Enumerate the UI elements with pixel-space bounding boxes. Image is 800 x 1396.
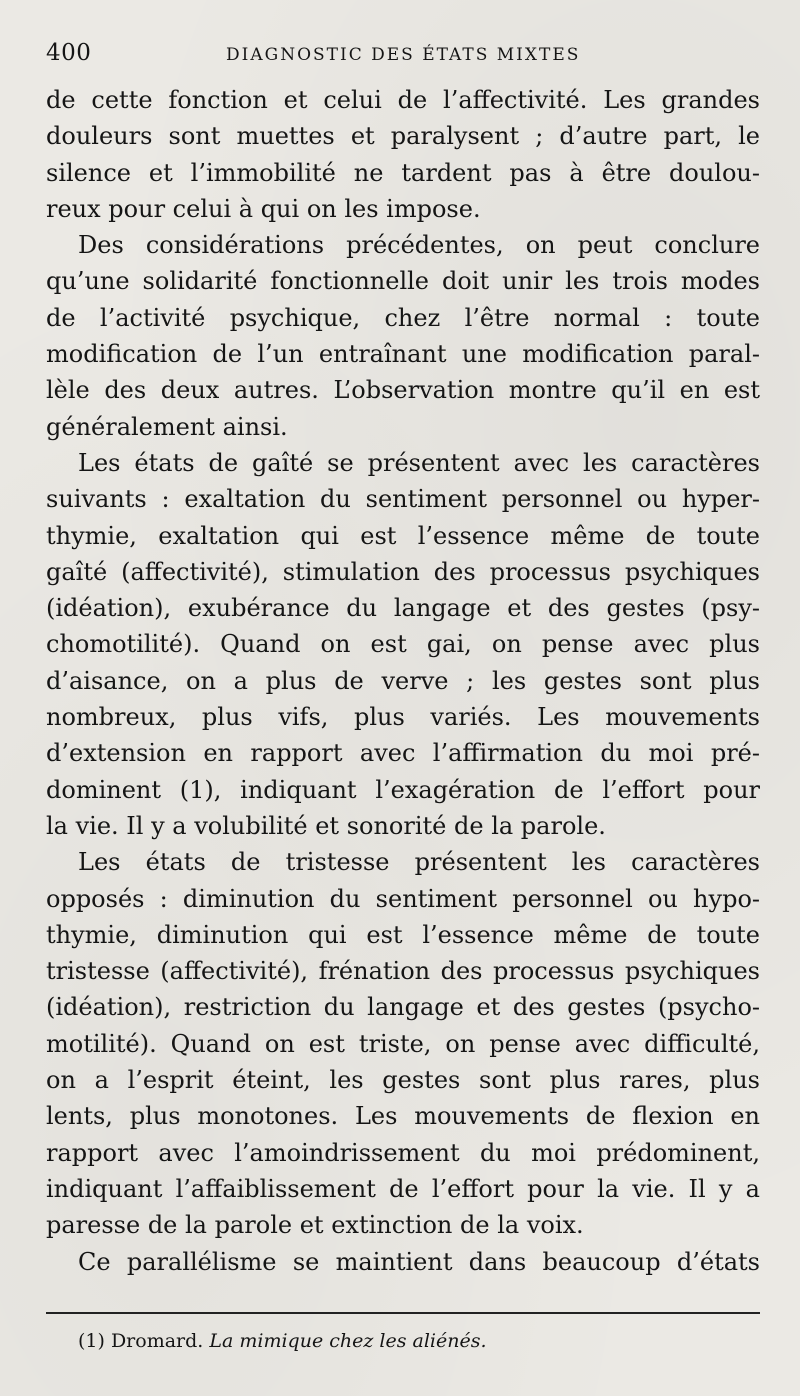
text-line: rapport avec l’amoindrissement du moi prédominent, (46, 1138, 760, 1167)
text-line: on a l’esprit éteint, les gestes sont plus rares, plus (46, 1066, 760, 1095)
text-line: (idéation), exubérance du langage et des gestes (psy- (46, 594, 760, 623)
text-line: modification de l’un entraînant une modification paral- (46, 340, 760, 369)
page-number: 400 (46, 40, 92, 66)
text-line: opposés : diminution du sentiment personnel ou hypo- (46, 884, 760, 913)
text-line: d’aisance, on a plus de verve ; les gestes sont plus (46, 666, 760, 695)
text-line: généralement ainsi. (46, 412, 288, 441)
text-line: paresse de la parole et extinction de la voix. (46, 1211, 584, 1240)
text-line: thymie, exaltation qui est l’essence même de toute (46, 521, 760, 550)
footnote (78, 1330, 758, 1352)
text-line: qu’une solidarité fonctionnelle doit unir les trois modes (46, 267, 760, 296)
text-line: (idéation), restriction du langage et des gestes (psycho- (46, 993, 760, 1022)
text-line: la vie. Il y a volubilité et sonorité de la parole. (46, 811, 606, 840)
text-line: reux pour celui à qui on les impose. (46, 194, 481, 223)
text-line: gaîté (affectivité), stimulation des processus psychiques (46, 557, 760, 586)
text-line: douleurs sont muettes et paralysent ; d’autre part, le (46, 122, 760, 151)
text-line: lèle des deux autres. L’observation montre qu’il en est (46, 376, 760, 405)
text-line: thymie, diminution qui est l’essence même de toute (46, 920, 760, 949)
text-line: tristesse (affectivité), frénation des processus psychiques (46, 957, 760, 986)
text-line: Des considérations précédentes, on peut conclure (78, 231, 760, 260)
text-line: Les états de tristesse présentent les caractères (78, 848, 760, 877)
text-line: suivants : exaltation du sentiment personnel ou hyper- (46, 485, 760, 514)
footnote-rule (46, 1312, 760, 1314)
body-text (46, 82, 760, 1280)
text-line: nombreux, plus vifs, plus variés. Les mouvements (46, 703, 760, 732)
text-line: d’extension en rapport avec l’affirmation du moi pré- (46, 739, 760, 768)
text-line: chomotilité). Quand on est gai, on pense avec plus (46, 630, 760, 659)
text-line: motilité). Quand on est triste, on pense avec difficulté, (46, 1029, 760, 1058)
text-line: de cette fonction et celui de l’affectivité. Les grandes (46, 86, 760, 114)
text-line: de l’activité psychique, chez l’être normal : toute (46, 303, 760, 332)
text-line: silence et l’immobilité ne tardent pas à être doulou- (46, 158, 760, 187)
page-header (46, 40, 760, 76)
text-line: Ce parallélisme se maintient dans beaucoup d’états (78, 1247, 760, 1276)
text-line: dominent (1), indiquant l’exagération de l’effort pour (46, 775, 760, 804)
footnote-title: La mimique chez les aliénés. (209, 1330, 487, 1352)
text-line: Les états de gaîté se présentent avec les caractères (78, 448, 760, 477)
running-head: DIAGNOSTIC DES ÉTATS MIXTES (226, 45, 581, 65)
footnote-reference: (1) Dromard. (78, 1330, 204, 1352)
text-line: lents, plus monotones. Les mouvements de flexion en (46, 1102, 760, 1131)
text-line: indiquant l’affaiblissement de l’effort pour la vie. Il y a (46, 1174, 760, 1203)
